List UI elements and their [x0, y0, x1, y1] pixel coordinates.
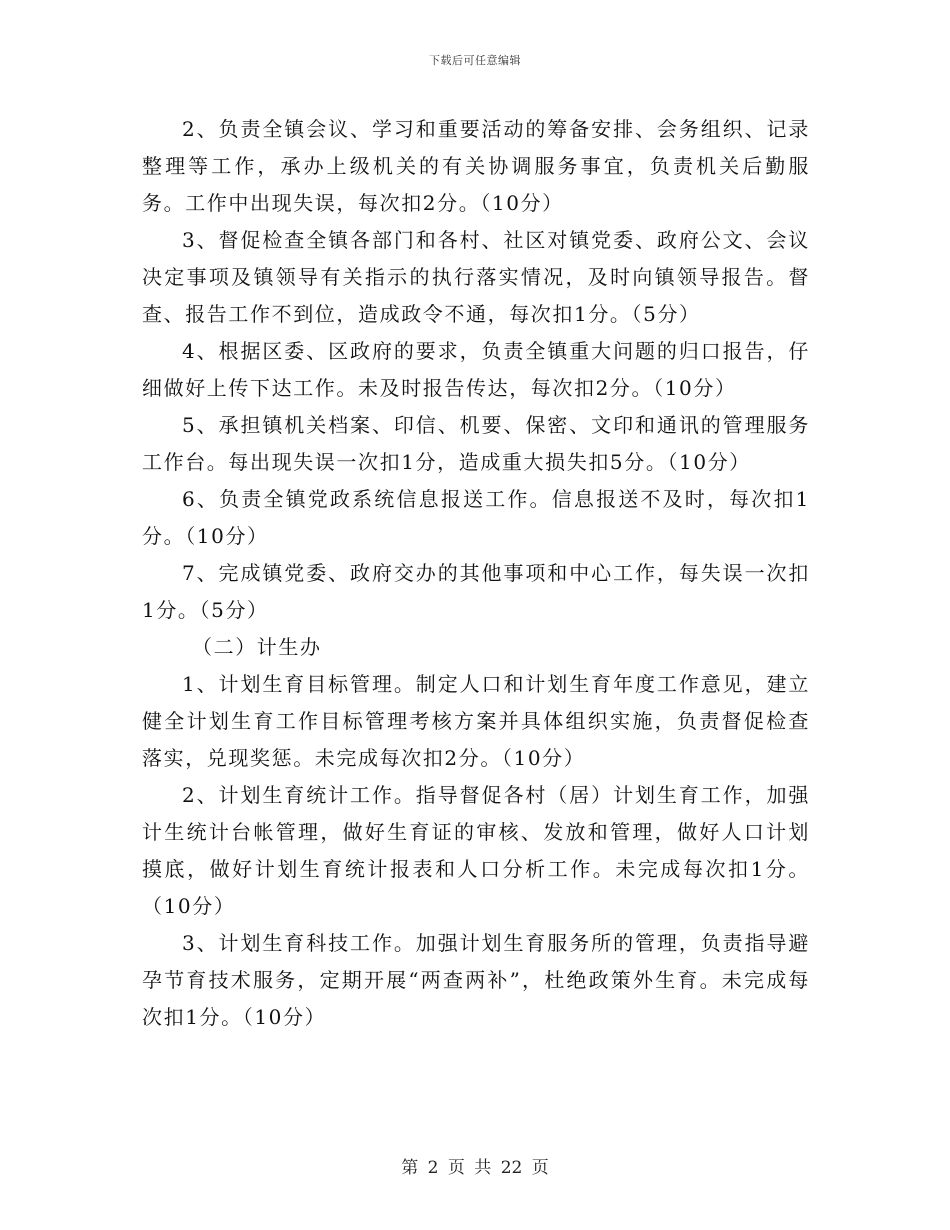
paragraph-family-planning-3: 3、计划生育科技工作。加强计划生育服务所的管理，负责指导避孕节育技术服务，定期开展“两查两补”，杜绝政策外生育。未完成每次扣1分。（10分） [142, 931, 810, 1029]
page-header-note: 下载后可任意编辑 [429, 54, 521, 67]
paragraph-item-3: 3、督促检查全镇各部门和各村、社区对镇党委、政府公文、会议决定事项及镇领导有关指示的执行落实情况，及时向镇领导报告。督查、报告工作不到位，造成政令不通，每次扣1分。（5分） [142, 228, 810, 326]
paragraph-item-6: 6、负责全镇党政系统信息报送工作。信息报送不及时，每次扣1分。（10分） [142, 487, 810, 548]
paragraph-item-5: 5、承担镇机关档案、印信、机要、保密、文印和通讯的管理服务工作台。每出现失误一次扣1分，造成重大损失扣5分。（10分） [142, 413, 810, 474]
page-number-footer: 第 2 页 共 22 页 [401, 1158, 549, 1178]
paragraph-family-planning-2: 2、计划生育统计工作。指导督促各村（居）计划生育工作，加强计生统计台帐管理，做好生育证的审核、发放和管理，做好人口计划摸底，做好计划生育统计报表和人口分析工作。未完成每次扣1分。（10分） [142, 783, 810, 918]
paragraph-item-7: 7、完成镇党委、政府交办的其他事项和中心工作，每失误一次扣1分。（5分） [142, 561, 810, 622]
paragraph-family-planning-1: 1、计划生育目标管理。制定人口和计划生育年度工作意见，建立健全计划生育工作目标管理考核方案并具体组织实施，负责督促检查落实，兑现奖惩。未完成每次扣2分。（10分） [142, 672, 810, 770]
document-body [142, 111, 810, 1036]
section-heading: （二）计生办 [192, 635, 322, 659]
paragraph-item-2: 2、负责全镇会议、学习和重要活动的筹备安排、会务组织、记录整理等工作，承办上级机关的有关协调服务事宜，负责机关后勤服务。工作中出现失误，每次扣2分。（10分） [142, 117, 810, 215]
paragraph-item-4: 4、根据区委、区政府的要求，负责全镇重大问题的归口报告，仔细做好上传下达工作。未及时报告传达，每次扣2分。（10分） [142, 339, 810, 400]
